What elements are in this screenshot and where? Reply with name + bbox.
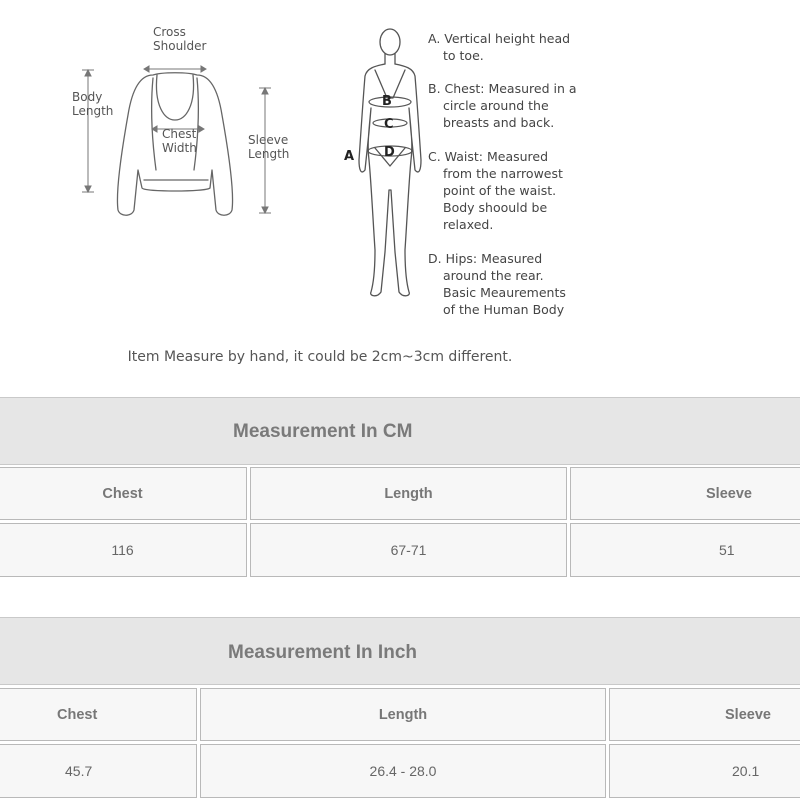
legend-d-line: of the Human Body — [443, 302, 565, 317]
legend-a-line: to toe. — [443, 48, 484, 63]
legend-c-line: from the narrowest — [443, 166, 563, 181]
marker-d: D — [384, 145, 395, 160]
cross-shoulder-label — [153, 25, 206, 53]
legend-d-line: Basic Meaurements — [443, 285, 566, 300]
legend-item-c — [428, 148, 563, 233]
legend-b-line: breasts and back. — [443, 115, 555, 130]
table-inch-value-sleeve: 20.1 — [609, 744, 800, 798]
cross-shoulder-line-1: Cross — [153, 25, 186, 39]
legend-item-d — [428, 250, 566, 318]
legend-c-head: C. Waist: Measured — [428, 149, 549, 164]
legend-item-b — [428, 80, 577, 131]
table-inch-value-length: 26.4 - 28.0 — [200, 744, 606, 798]
table-cm-header-length: Length — [250, 467, 567, 520]
legend-b-head: B. Chest: Measured in a — [428, 81, 577, 96]
measurement-legend — [428, 30, 598, 330]
table-cm-value-length: 67-71 — [250, 523, 567, 577]
legend-b-line: circle around the — [443, 98, 549, 113]
cross-shoulder-line-2: Shoulder — [153, 39, 207, 53]
legend-c-line: relaxed. — [443, 217, 494, 232]
chest-width-label — [162, 127, 197, 155]
legend-d-line: around the rear. — [443, 268, 544, 283]
marker-b: B — [382, 94, 392, 109]
legend-d-head: D. Hips: Measured — [428, 251, 543, 266]
table-cm-header-chest: Chest — [0, 467, 247, 520]
body-length-line-2: Length — [72, 104, 114, 118]
measure-note: Item Measure by hand, it could be 2cm~3cm different. — [127, 349, 513, 365]
table-cm-header-sleeve: Sleeve — [570, 467, 800, 520]
chest-width-line-2: Width — [162, 141, 197, 155]
head-outline — [380, 29, 400, 55]
legend-c-line: Body shoould be — [443, 200, 548, 215]
body-figure — [345, 20, 435, 310]
marker-a: A — [344, 149, 355, 164]
sleeve-length-line-2: Length — [248, 147, 290, 161]
sleeve-length-line-1: Sleeve — [248, 133, 289, 147]
body-length-line-1: Body — [72, 90, 103, 104]
legend-item-a — [428, 30, 570, 64]
table-cm-title: Measurement In CM — [233, 421, 413, 442]
sweater-diagram — [60, 20, 360, 250]
table-inch-header-length: Length — [200, 688, 606, 741]
table-cm-value-chest: 116 — [0, 523, 247, 577]
legend-a-head: A. Vertical height head — [428, 31, 571, 46]
table-inch-title: Measurement In Inch — [228, 642, 417, 663]
collar-outline — [156, 75, 193, 120]
sleeve-length-label — [248, 133, 289, 161]
table-cm-value-sleeve: 51 — [570, 523, 800, 577]
legend-c-line: point of the waist. — [443, 183, 557, 198]
table-inch-value-chest: 45.7 — [0, 744, 197, 798]
body-length-label — [72, 90, 113, 118]
table-inch-header-sleeve: Sleeve — [609, 688, 800, 741]
chest-width-line-1: Chest — [162, 127, 197, 141]
marker-c: C — [384, 117, 394, 132]
table-inch-header-chest: Chest — [0, 688, 197, 741]
